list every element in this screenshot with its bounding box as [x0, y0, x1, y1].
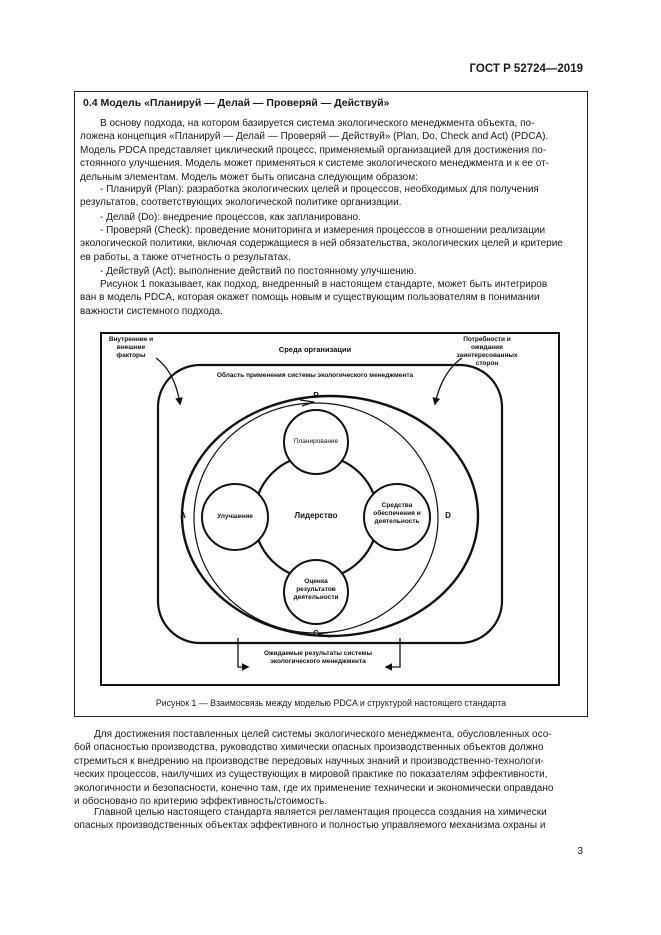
text-line: ложена концепция «Планируй — Делай — Проверяй — Действуй» (Plan, Do, Check and Act) (PDCA). [80, 131, 549, 143]
body-paragraph [74, 806, 588, 833]
text-line: и обосновано по критерию эффективность/стоимость. [74, 796, 328, 808]
text-line: - Проверяй (Check): проведение мониторинга и измерения процессов в отношении реализации [100, 225, 546, 236]
text-line: Для достижения поставленных целей системы экологического менеджмента, обусловленных осо- [94, 729, 552, 740]
section-title: 0.4 Модель «Планируй — Делай — Проверяй — Действуй» [83, 97, 390, 109]
text-line: Модель PDCA представляет циклический процесс, применяемый организацией для достижения по- [80, 144, 547, 156]
planning-label: Планирование [293, 438, 339, 445]
act-item [80, 265, 580, 278]
pdca-diagram [100, 332, 560, 686]
support-label: Средства обеспечения и деятельность [373, 502, 421, 525]
letter-a: A [180, 511, 186, 520]
text-line: важности системного подхода. [80, 305, 223, 317]
text-line: стремиться к внедрению на производстве передовых научных знаний и производственно-технологи- [74, 755, 544, 767]
figure-reference-paragraph [80, 278, 580, 318]
plan-item [80, 183, 580, 210]
letter-d: D [445, 511, 451, 520]
text-line: опасных производственных объектах эффективного и полностью управляемого механизма охраны и [74, 820, 546, 832]
leadership-label: Лидерство [294, 511, 338, 520]
check-item [80, 224, 580, 264]
text-line: стоянного улучшения. Модель может применяться к системе экологического менеджмента и к ее от- [80, 158, 550, 170]
text-line: Главной целью настоящего стандарта является регламентация процесса создания на химически [94, 807, 547, 818]
text-line: дельным элементам. Модель может быть описана следующим образом: [80, 171, 418, 183]
intro-paragraph [80, 117, 580, 184]
document-code: ГОСТ Р 52724—2019 [469, 63, 583, 75]
text-line: - Делай (Do): внедрение процессов, как запланировано. [100, 212, 361, 223]
text-line: Рисунок 1 показывает, как подход, внедренный в настоящем стандарте, может быть интегриров [100, 279, 548, 290]
text-line: экологической политики, включая содержащиеся в ней обязательства, экологических целей и критерие [80, 238, 563, 250]
body-paragraph [74, 728, 588, 808]
text-line: экологичности и безопасности, конечно там, где их применение технически и экономически оправдано [74, 782, 554, 794]
page-number: 3 [577, 846, 583, 857]
stakeholders-label: Потребности и ожидания заинтересованных сторон [456, 336, 518, 367]
do-item [80, 211, 580, 224]
internal-external-factors-label: Внутренние и внешние факторы [108, 336, 154, 359]
org-context-label: Среда организации [278, 345, 352, 354]
letter-p: P [313, 391, 319, 400]
ems-scope-label: Область применения системы экологического менеджмента [216, 372, 414, 379]
improvement-label: Улучшение [217, 513, 253, 520]
figure-caption: Рисунок 1 — Взаимосвязь между моделью PDCA и структурой настоящего стандарта [155, 698, 507, 708]
expected-results-label: Ожидаемые результаты системы экологического менеджмента [263, 650, 373, 665]
text-line: В основу подхода, на котором базируется система экологического менеджмента объекта, по- [100, 118, 535, 129]
text-line: ван в модель PDCA, которая окажет помощь новым и существующим пользователям в понимании [80, 292, 540, 304]
text-line: ев работы, а также отчетность о результатах. [80, 251, 291, 263]
text-line: результатов, соответствующих экологической политике организации. [80, 197, 402, 209]
text-line: - Действуй (Act): выполнение действий по постоянному улучшению. [100, 266, 417, 277]
text-line: - Планируй (Plan): разработка экологических целей и процессов, необходимых для получения [100, 184, 539, 195]
text-line: бой опасностью производства, руководство химически опасных производственных объектов должно [74, 742, 544, 754]
letter-c: C [313, 629, 319, 638]
text-line: ческих процессов, наилучших из существующих в мировой практике по показателям эффективности, [74, 769, 548, 781]
pdca-diagram-graphics [100, 332, 560, 686]
performance-label: Оценка результатов деятельности [293, 578, 339, 601]
